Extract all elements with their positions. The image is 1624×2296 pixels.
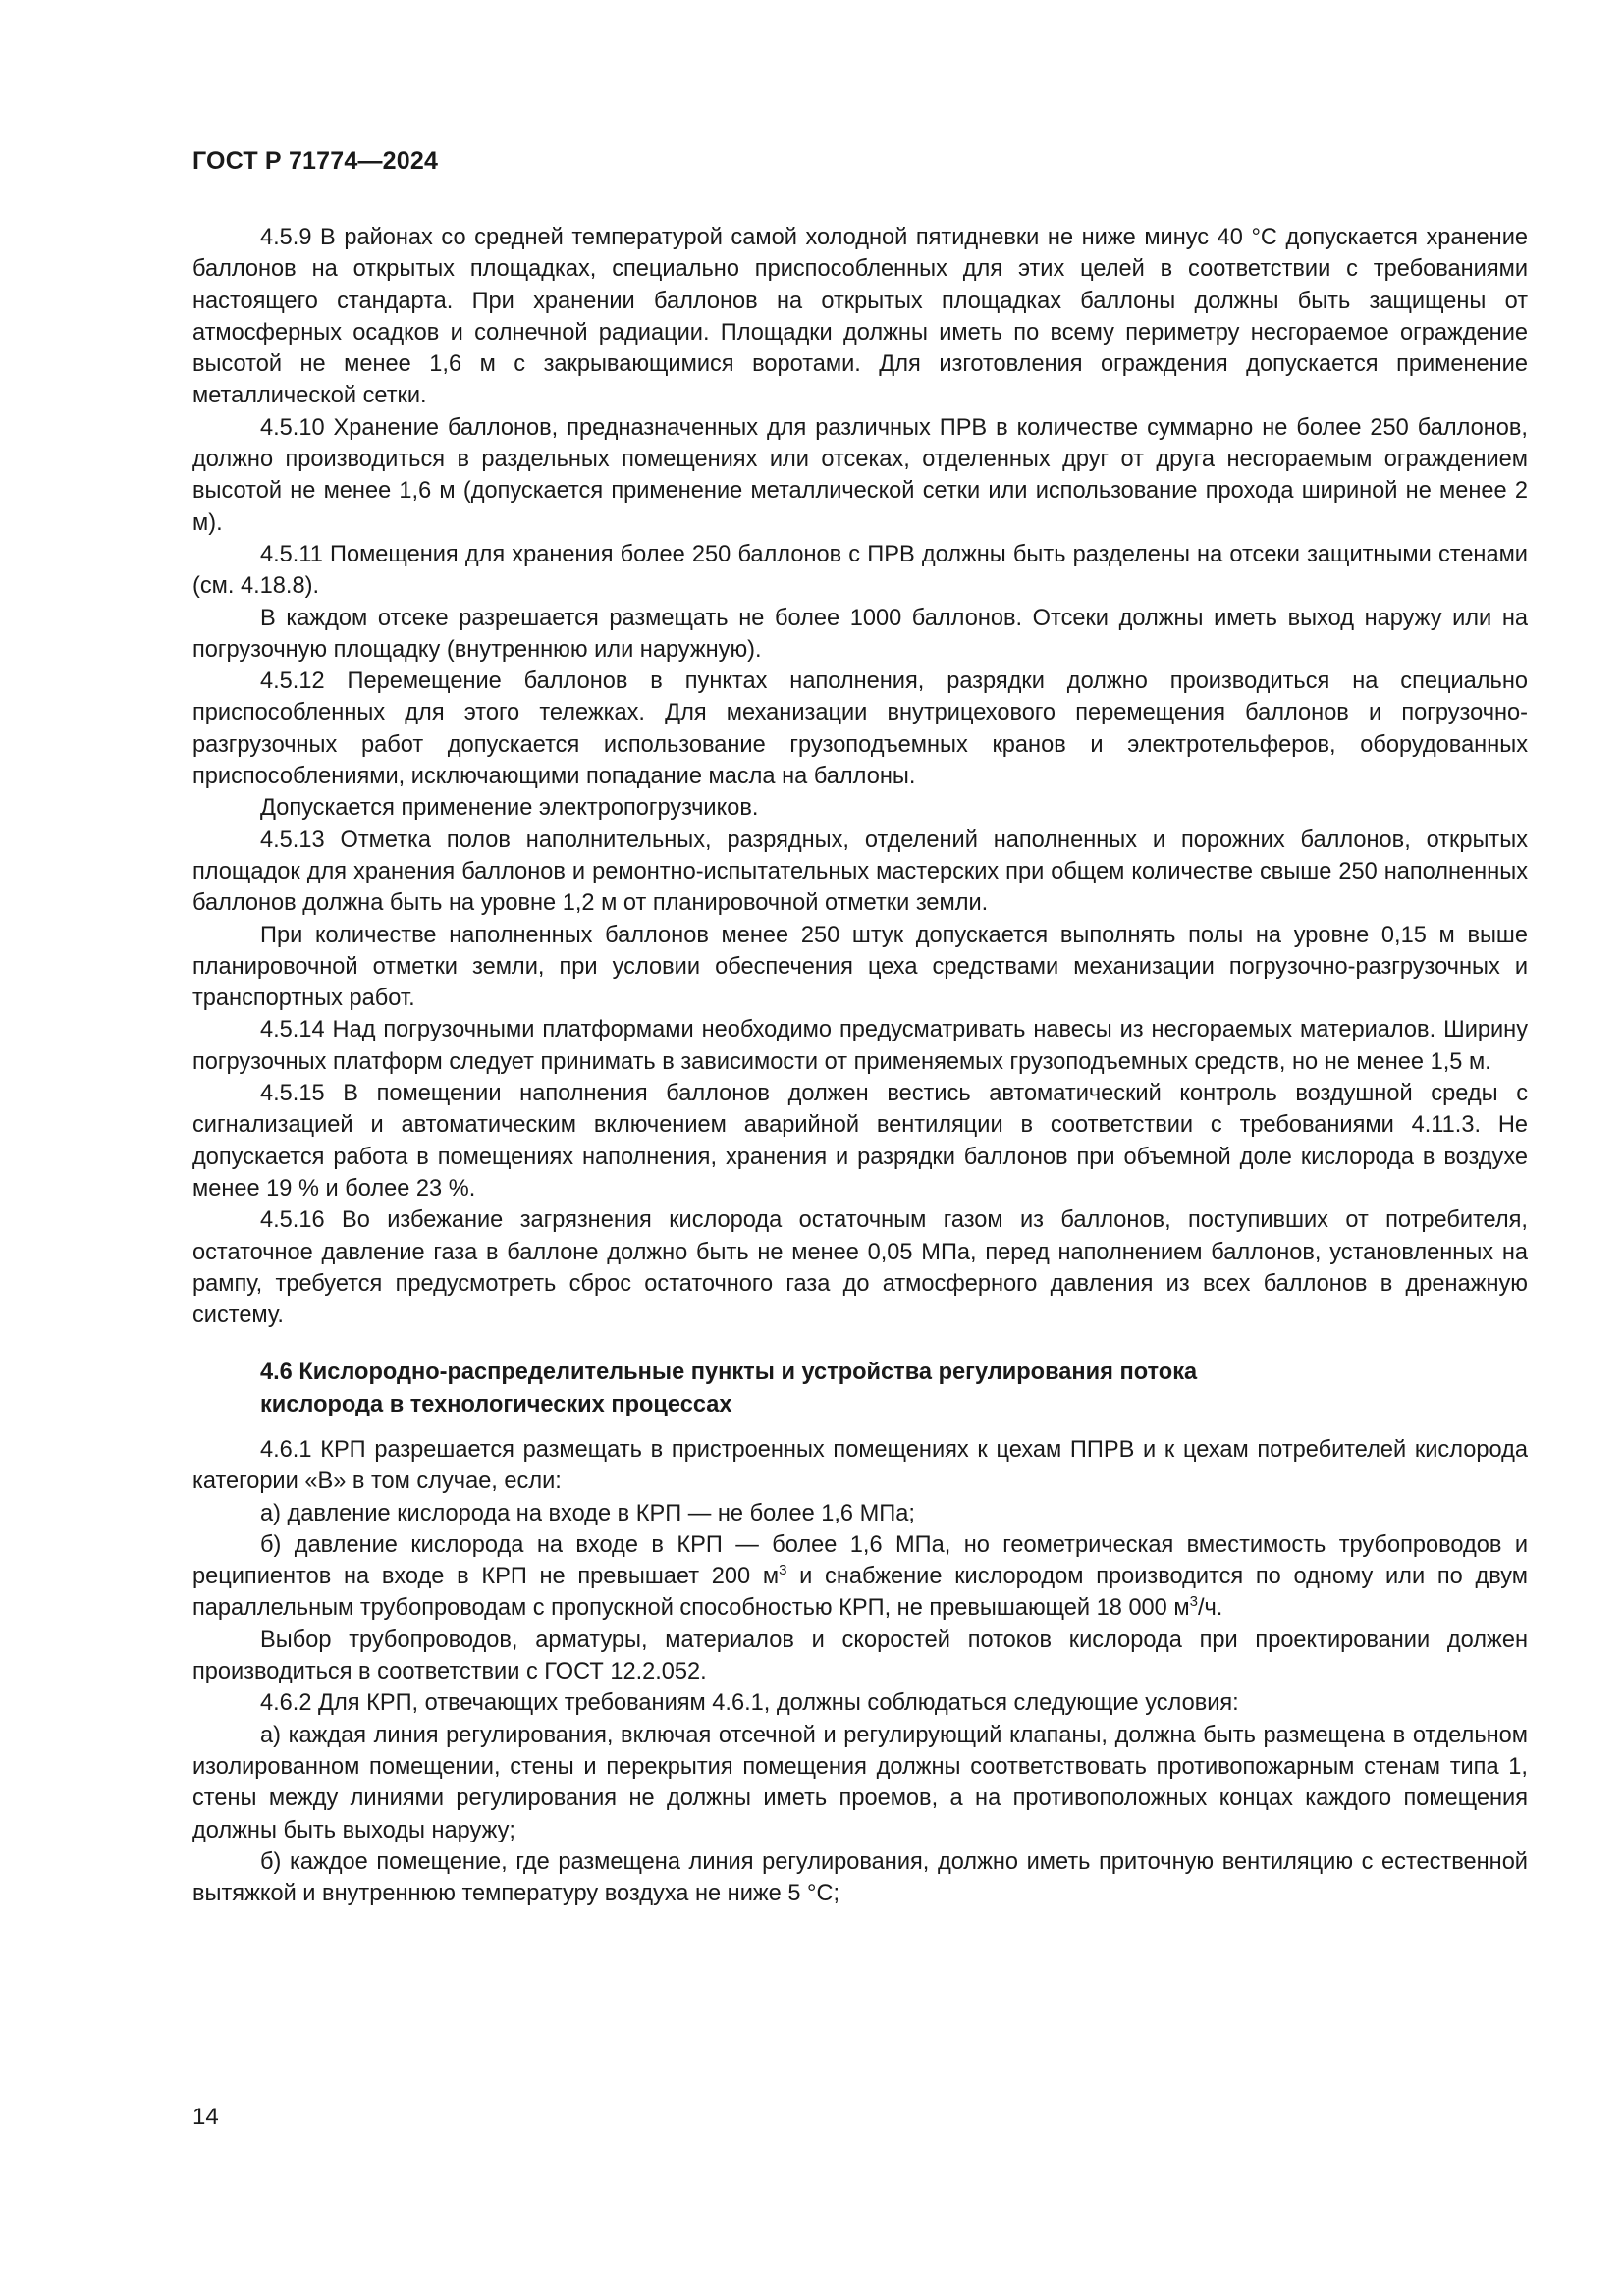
paragraph: Выбор трубопроводов, арматуры, материалов и скоростей потоков кислорода при проектировании должен производиться в соответствии с ГОСТ 12.2.052. — [192, 1627, 1528, 1685]
paragraph: 4.5.13 Отметка полов наполнительных, разрядных, отделений наполненных и порожних баллонов, открытых площадок для хранения баллонов и ремонтно-испытательных мастерских при общем количестве свыше 250 наполненных баллонов должна быть на уровне 1,2 м от планировочной отметки земли. — [192, 827, 1528, 917]
paragraph: 4.6.1 КРП разрешается размещать в пристроенных помещениях к цехам ППРВ и к цехам потребителей кислорода категории «В» в том случае, если: — [192, 1436, 1528, 1495]
list-item: а) каждая линия регулирования, включая отсечной и регулирующий клапаны, должна быть размещена в отдельном изолированном помещении, стены и перекрытия помещения должны соответствовать противопожарным стенам типа 1, стены между линиями регулирования не должны иметь проемов, а на противоположных концах каждого помещения должны быть выходы наружу; — [192, 1722, 1528, 1843]
section-heading — [192, 1357, 1528, 1420]
paragraph: В каждом отсеке разрешается размещать не более 1000 баллонов. Отсеки должны иметь выход наружу или на погрузочную площадку (внутреннюю или наружную). — [192, 605, 1528, 663]
list-item: б) каждое помещение, где размещена линия регулирования, должно иметь приточную вентиляцию с естественной вытяжкой и внутреннюю температуру воздуха не ниже 5 °С; — [192, 1848, 1528, 1907]
page-number: 14 — [192, 2104, 219, 2130]
list-item: а) давление кислорода на входе в КРП — не более 1,6 МПа; — [260, 1500, 915, 1526]
paragraph: При количестве наполненных баллонов менее 250 штук допускается выполнять полы на уровне 0,15 м выше планировочной отметки земли, при условии обеспечения цеха средствами механизации погрузочно-разгрузочных и транспортных работ. — [192, 922, 1528, 1012]
document-header: ГОСТ Р 71774—2024 — [192, 147, 439, 175]
paragraph: 4.5.16 Во избежание загрязнения кислорода остаточным газом из баллонов, поступивших от потребителя, остаточное давление газа в баллоне должно быть не менее 0,05 МПа, перед наполнением баллонов, установленных на рампу, требуется предусмотреть сброс остаточного газа до атмосферного давления из всех баллонов в дренажную систему. — [192, 1207, 1528, 1329]
paragraph: Допускается применение электропогрузчиков. — [260, 795, 759, 822]
paragraph: 4.5.12 Перемещение баллонов в пунктах наполнения, разрядки должно производиться на специально приспособленных для этого тележках. Для механизации внутрицехового перемещения баллонов и погрузочно-разгрузочных работ допускается использование грузоподъемных кранов и электротельферов, оборудованных приспособлениями, исключающими попадание масла на баллоны. — [192, 668, 1528, 790]
paragraph: 4.5.11 Помещения для хранения более 250 баллонов с ПРВ должны быть разделены на отсеки защитными стенами (см. 4.18.8). — [192, 541, 1528, 600]
paragraph: 4.5.14 Над погрузочными платформами необходимо предусматривать навесы из несгораемых материалов. Ширину погрузочных платформ следует принимать в зависимости от применяемых грузоподъемных средств, но не менее 1,5 м. — [192, 1017, 1528, 1075]
superscript: 3 — [779, 1562, 787, 1579]
superscript: 3 — [1189, 1593, 1198, 1611]
paragraph: 4.5.9 В районах со средней температурой самой холодной пятидневки не ниже минус 40 °С допускается хранение баллонов на открытых площадках, специально приспособленных для этих целей в соответствии с требованиями настоящего стандарта. При хранении баллонов на открытых площадках баллоны должны быть защищены от атмосферных осадков и солнечной радиации. Площадки должны иметь по всему периметру несгораемое ограждение высотой не менее 1,6 м с закрывающимися воротами. Для изготовления ограждения допускается применение металлической сетки. — [192, 225, 1528, 409]
document-body — [192, 222, 1528, 1909]
section-heading-line-2: кислорода в технологических процессах — [260, 1391, 732, 1417]
text-segment: /ч. — [1197, 1595, 1223, 1622]
paragraph: 4.5.10 Хранение баллонов, предназначенных для различных ПРВ в количестве суммарно не более 250 баллонов, должно производиться в раздельных помещениях или отсеках, отделенных друг от друга несгораемым ограждением высотой не менее 1,6 м (допускается применение металлической сетки или использование прохода шириной не менее 2 м). — [192, 414, 1528, 536]
text-segment: и снабжение кислородом производится по одному или по двум параллельным трубопроводам с пропускной способностью КРП, не превышающей 18 000 м — [192, 1564, 1528, 1622]
paragraph: 4.6.2 Для КРП, отвечающих требованиям 4.6.1, должны соблюдаться следующие условия: — [260, 1690, 1239, 1717]
text-segment: б) давление кислорода на входе в КРП — более 1,6 МПа, но геометрическая вместимость трубопроводов и реципиентов на входе в КРП не превышает 200 м — [192, 1531, 1528, 1590]
paragraph: 4.5.15 В помещении наполнения баллонов должен вестись автоматический контроль воздушной среды с сигнализацией и автоматическим включением аварийной вентиляции в соответствии с требованиями 4.11.3. Не допускается работа в помещениях наполнения, хранения и разрядки баллонов при объемной доле кислорода в воздухе менее 19 % и более 23 %. — [192, 1081, 1528, 1201]
list-item — [192, 1529, 1528, 1625]
section-heading-line-1: 4.6 Кислородно-распределительные пункты и устройства регулирования потока — [260, 1360, 1198, 1386]
